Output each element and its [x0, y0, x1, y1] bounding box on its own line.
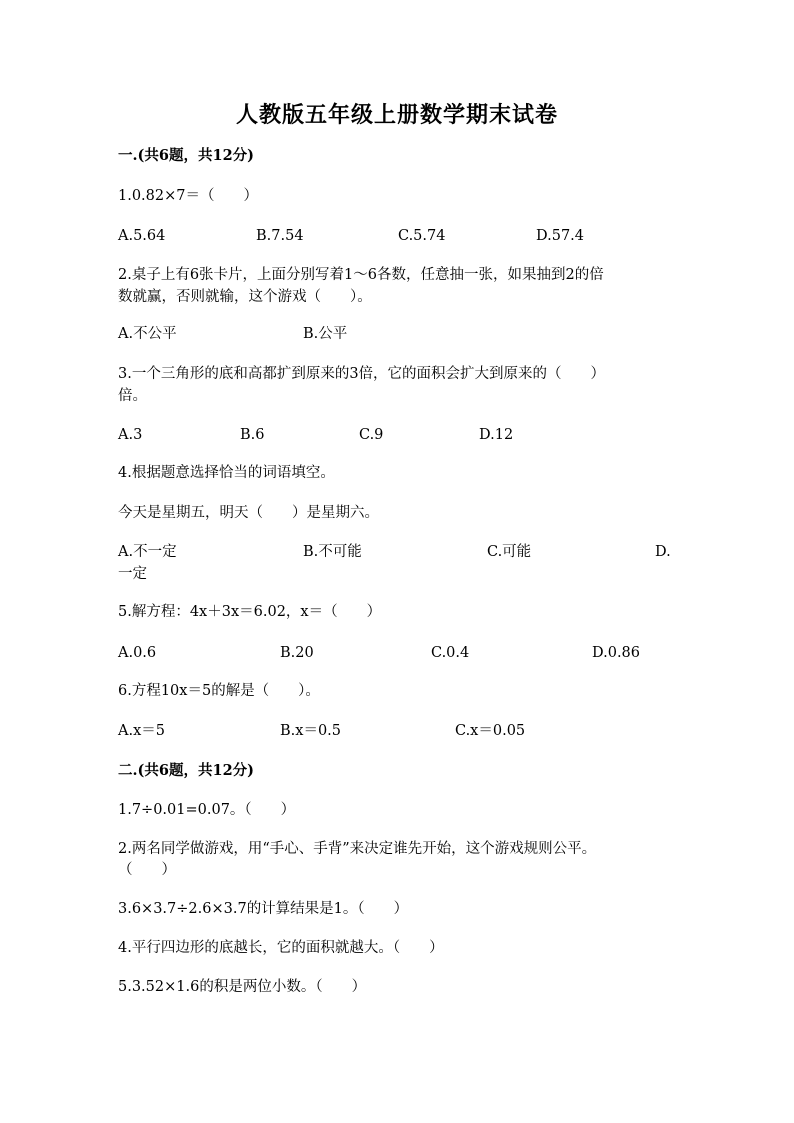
question-2-4: 4.平行四边形的底越长，它的面积就越大。（ ）: [118, 940, 444, 956]
question-2-1: 1.7÷0.01=0.07。（ ）: [118, 802, 296, 818]
question-1-3-line1: 3.一个三角形的底和高都扩到原来的3倍，它的面积会扩大到原来的（ ）: [118, 366, 606, 382]
q1-1-option-d: D.57.4: [536, 228, 585, 244]
q1-5-option-c: C.0.4: [431, 645, 470, 661]
q1-4-option-b: B.不可能: [303, 544, 362, 560]
q1-6-option-b: B.x＝0.5: [280, 723, 342, 739]
question-1-4-sub: 今天是星期五，明天（ ）是星期六。: [118, 505, 379, 521]
question-1-2-line1: 2.桌子上有6张卡片，上面分别写着1～6各数，任意抽一张，如果抽到2的倍: [118, 267, 604, 283]
question-1-3-line2: 倍。: [118, 388, 147, 404]
question-2-5: 5.3.52×1.6的积是两位小数。（ ）: [118, 979, 367, 995]
question-1-2-line2: 数就赢，否则就输，这个游戏（ ）。: [118, 289, 372, 305]
section-1-heading: 一.(共6题，共12分): [118, 147, 255, 164]
question-2-2-line1: 2.两名同学做游戏，用“手心、手背”来决定谁先开始，这个游戏规则公平。: [118, 841, 597, 857]
question-2-3: 3.6×3.7÷2.6×3.7的计算结果是1。（ ）: [118, 901, 409, 917]
q1-5-option-d: D.0.86: [592, 645, 641, 661]
question-1-4: 4.根据题意选择恰当的词语填空。: [118, 465, 335, 481]
page-title: 人教版五年级上册数学期末试卷: [235, 102, 558, 128]
q1-3-option-a: A.3: [118, 427, 143, 443]
question-1-6: 6.方程10x＝5的解是（ ）。: [118, 683, 320, 699]
question-1-1: 1.0.82×7＝（ ）: [118, 188, 258, 204]
q1-3-option-c: C.9: [359, 427, 384, 443]
q1-3-option-b: B.6: [240, 427, 265, 443]
q1-4-option-a: A.不一定: [118, 544, 177, 560]
q1-4-option-d-wrap: 一定: [118, 566, 147, 582]
q1-5-option-b: B.20: [280, 645, 314, 661]
q1-2-option-a: A.不公平: [118, 326, 177, 342]
q1-1-option-a: A.5.64: [118, 228, 166, 244]
q1-1-option-c: C.5.74: [398, 228, 446, 244]
section-2-heading: 二.(共6题，共12分): [118, 762, 255, 779]
q1-2-option-b: B.公平: [303, 326, 348, 342]
question-1-5: 5.解方程：4x＋3x＝6.02，x＝（ ）: [118, 604, 382, 620]
q1-1-option-b: B.7.54: [256, 228, 304, 244]
question-2-2-line2: （ ）: [118, 862, 176, 878]
q1-6-option-a: A.x＝5: [118, 723, 165, 739]
q1-6-option-c: C.x＝0.05: [455, 723, 526, 739]
q1-4-option-c: C.可能: [487, 544, 532, 560]
q1-4-option-d: D.: [655, 544, 671, 560]
q1-3-option-d: D.12: [479, 427, 514, 443]
q1-5-option-a: A.0.6: [118, 645, 157, 661]
